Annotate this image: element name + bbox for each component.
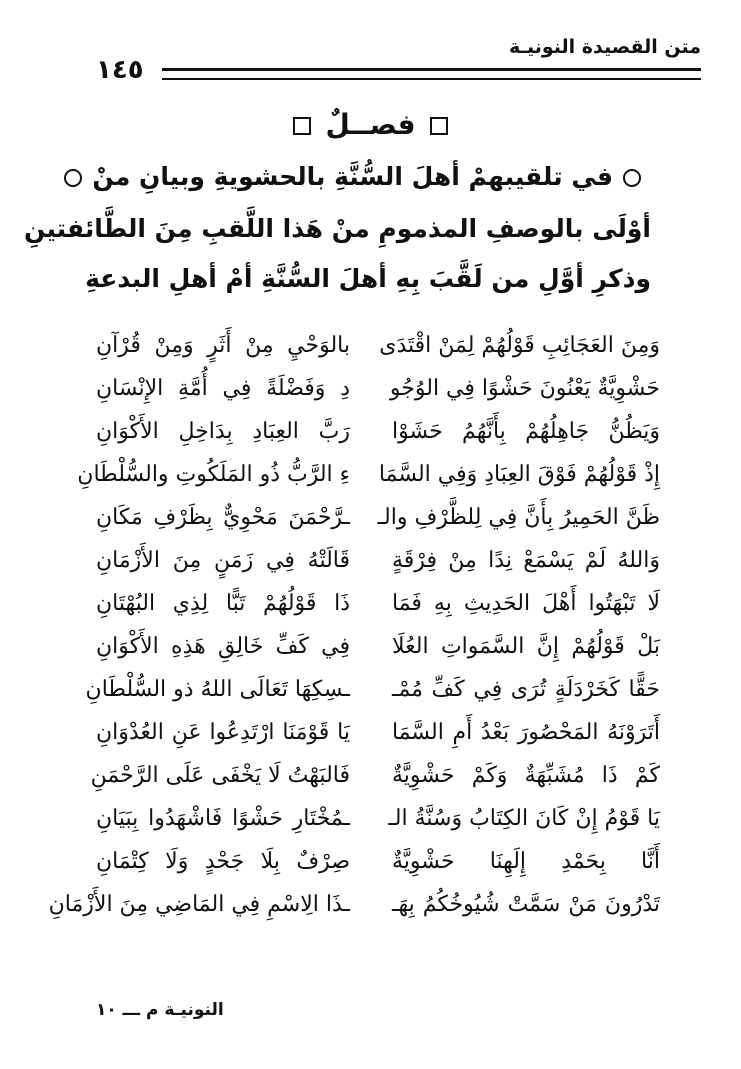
verse-first-hemistich: حَشْوِيَّةٌ يَعْنُونَ حَشْوًا فِي الوُجُو [389,376,660,401]
verse-first-hemistich: لَا تَبْهَتُوا أَهْلَ الحَدِيثِ بِهِ فَمَا [392,591,660,616]
verse-row [96,849,660,889]
circle-ornament-icon [64,169,82,187]
verse-row [96,333,660,373]
verse-first-hemistich: أَتَرَوْنَهُ المَحْصُورَ بَعْدُ أَمِ السَّمَا [392,720,660,745]
page-number: ١٤٥ [96,55,144,85]
verse-row [77,462,660,502]
verse-first-hemistich: تَدْرُونَ مَنْ سَمَّتْ شُيُوخُكُمُ بِهَـ [392,892,660,917]
verse-second-hemistich: رَبَّ العِبَادِ بِدَاخِلِ الأَكْوَانِ [96,419,350,444]
verse-second-hemistich: بالوَحْيِ مِنْ أَثَرٍ وَمِنْ قُرْآنِ [96,333,350,358]
verse-row [85,677,660,717]
verse-second-hemistich: ـمُخْتَارِ حَشْوًا فَاشْهَدُوا بِبَيَانِ [96,806,350,831]
circle-ornament-icon [623,169,641,187]
verse-first-hemistich: وَمِنَ العَجَائِبِ قَوْلُهُمْ لِمَنْ اقْتَدَى [379,333,660,358]
square-ornament-icon [430,117,448,135]
verse-first-hemistich: كَمْ ذَا مُشَبِّهَةٌ وَكَمْ حَشْوِيَّةٌ [392,763,660,788]
verse-row [96,806,660,846]
verse-second-hemistich: صِرْفٌ بِلَا جَحْدٍ وَلَا كِتْمَانِ [96,849,350,874]
verse-second-hemistich: فَالبَهْتُ لَا يَخْفَى عَلَى الرَّحْمَنِ [90,763,350,788]
verse-first-hemistich: يَا قَوْمُ إِنْ كَانَ الكِتَابُ وَسُنَّةُ الـ [388,806,660,831]
verse-second-hemistich: قَالَتْهُ فِي زَمَنٍ مِنَ الأَزْمَانِ [96,548,350,573]
verse-row [96,591,660,631]
header-rule-thick [162,68,701,71]
header-rule-thin [162,78,701,80]
verse-first-hemistich: أَنَّا بِحَمْدِ إِلَهِنَا حَشْوِيَّةٌ [392,849,660,874]
square-ornament-icon [293,117,311,135]
verse-row [96,634,660,674]
verse-first-hemistich: حَقًّا كَخَرْدَلَةٍ تُرَى فِي كَفِّ مُمْـ [392,677,660,702]
verse-first-hemistich: ظَنَّ الحَمِيرُ بِأَنَّ فِي لِلظَّرْفِ والـ [377,505,660,530]
verse-row [96,419,660,459]
verse-second-hemistich: ـرَّحْمَنَ مَحْوِيٌّ بِظَرْفِ مَكَانِ [96,505,350,530]
verse-row [96,548,660,588]
running-title: متن القصيدة النونيـة [508,36,701,58]
verse-row [96,720,660,760]
verse-first-hemistich: وَاللهُ لَمْ يَسْمَعْ نِدًا مِنْ فِرْقَةٍ [392,548,660,573]
verse-second-hemistich: ءِ الرَّبُّ ذُو المَلَكُوتِ والسُّلْطَانِ [77,462,350,487]
verse-second-hemistich: دِ وَفَضْلَةً فِي أُمَّةِ الإِنْسَانِ [96,376,350,401]
footer-signature: النونيـة م ـــ ١٠ [96,1000,224,1020]
verse-second-hemistich: يَا قَوْمَنَا ارْتَدِعُوا عَنِ العُدْوَانِ [96,720,350,745]
intro-line-1-text: في تلقيبهمْ أهلَ السُّنَّةِ بالحشويةِ وبيانِ منْ [92,162,613,191]
section-heading-text: فصــلٌ [325,108,416,141]
verse-second-hemistich: ـسِكِهَا تَعَالَى اللهُ ذو السُّلْطَانِ [85,677,350,702]
verse-first-hemistich: وَيَظُنُّ جَاهِلُهُمْ بِأَنَّهُمُ حَشَوْا [392,419,660,444]
verse-row [90,763,660,803]
verse-second-hemistich: فِي كَفِّ خَالِقِ هَذِهِ الأَكْوَانِ [96,634,350,659]
verse-row [96,376,660,416]
verse-row [48,892,660,932]
section-heading [0,108,741,141]
verse-first-hemistich: إِذْ قَوْلُهُمْ فَوْقَ العِبَادِ وَفِي السَّمَا [378,462,660,487]
intro-line-1 [90,162,651,191]
intro-line-2: أوْلَى بالوصفِ المذمومِ منْ هَذا اللَّقبِ مِنَ الطَّائفتينِ [23,214,651,243]
verse-row [96,505,660,545]
verse-second-hemistich: ـذَا الِاسْمِ فِي المَاضِي مِنَ الأَزْمَانِ [48,892,350,917]
verse-second-hemistich: ذَا قَوْلُهُمْ تَبًّا لِذِي البُهْتَانِ [96,591,350,616]
intro-line-3: وذكرِ أوَّلِ من لَقَّبَ بِهِ أهلَ السُّنَّةِ أمْ أهلِ البدعةِ [85,264,651,293]
verse-first-hemistich: بَلْ قَوْلُهُمْ إِنَّ السَّمَواتِ العُلَا [392,634,660,659]
